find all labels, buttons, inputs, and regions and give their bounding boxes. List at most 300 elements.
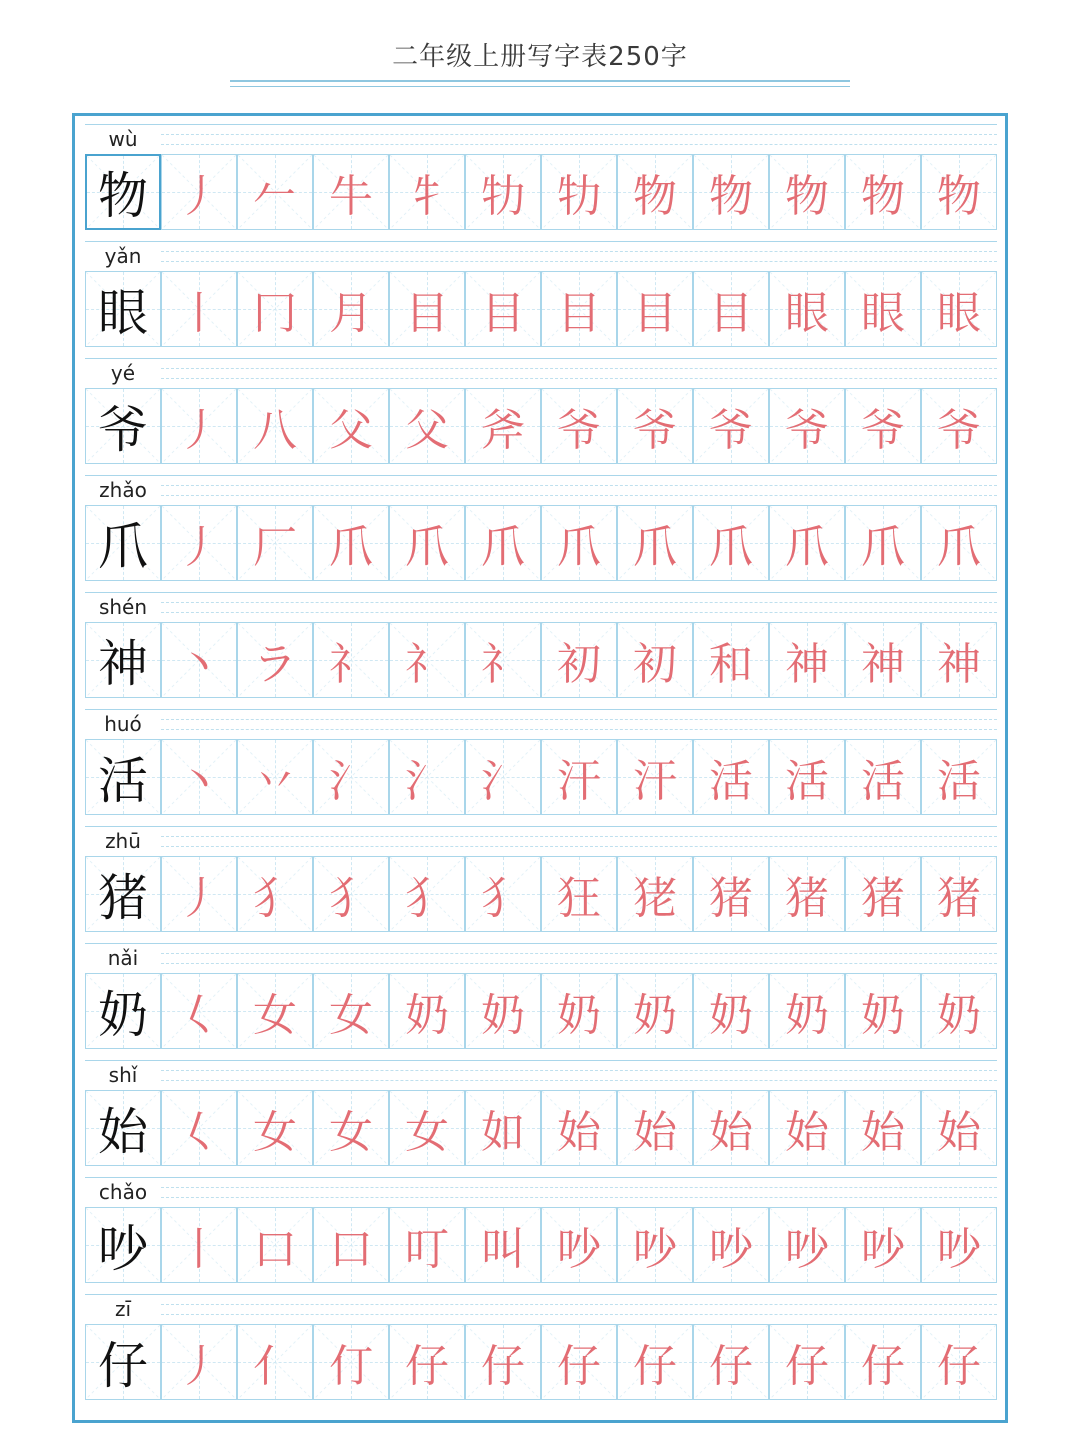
stroke-step-glyph: 眼 [785, 288, 829, 339]
stroke-step-glyph: 始 [633, 1107, 677, 1158]
pinyin-guide-line [161, 261, 997, 262]
stroke-step-cell [769, 1207, 845, 1283]
pinyin-guide-line [161, 1197, 997, 1198]
stroke-step-glyph: 奶 [861, 990, 905, 1041]
stroke-step-glyph: 女 [253, 1107, 297, 1158]
stroke-step-glyph: 活 [937, 756, 981, 807]
pinyin-guide-line [161, 1314, 997, 1315]
stroke-step-glyph: 眼 [937, 288, 981, 339]
stroke-step-cell [389, 1324, 465, 1400]
stroke-step-cell [313, 154, 389, 230]
stroke-step-cell [161, 1324, 237, 1400]
stroke-step-cell [693, 973, 769, 1049]
stroke-step-cell [313, 1324, 389, 1400]
stroke-step-cell [237, 856, 313, 932]
model-character-cell [85, 739, 161, 815]
pinyin-guide-line [161, 144, 997, 145]
stroke-step-cell [161, 1207, 237, 1283]
pinyin-strip [85, 943, 997, 973]
stroke-step-cell [541, 154, 617, 230]
stroke-step-cell [541, 1324, 617, 1400]
stroke-step-glyph: 爪 [785, 522, 829, 573]
stroke-step-glyph: 仔 [557, 1341, 601, 1392]
page-title: 二年级上册写字表250字 [392, 42, 688, 72]
stroke-step-glyph: 冂 [253, 288, 297, 339]
stroke-step-glyph: 爷 [633, 405, 677, 456]
stroke-step-glyph: 目 [709, 288, 753, 339]
stroke-step-cell [921, 973, 997, 1049]
stroke-step-cell [465, 388, 541, 464]
pinyin-top-line [85, 358, 997, 359]
stroke-step-cell [845, 154, 921, 230]
stroke-step-glyph: 父 [329, 405, 373, 456]
stroke-step-cell [693, 154, 769, 230]
stroke-step-glyph: 斧 [481, 405, 525, 456]
pinyin-strip [85, 592, 997, 622]
stroke-step-cell [921, 1207, 997, 1283]
stroke-step-glyph: 口 [329, 1224, 373, 1275]
stroke-step-cell [845, 388, 921, 464]
stroke-step-cell [693, 388, 769, 464]
pinyin-label: zhū [105, 829, 141, 853]
stroke-step-cell [921, 388, 997, 464]
stroke-step-glyph: 女 [329, 990, 373, 1041]
model-character: 神 [98, 635, 148, 693]
stroke-step-cell [237, 1324, 313, 1400]
stroke-step-cell [161, 505, 237, 581]
stroke-step-glyph: 爪 [557, 522, 601, 573]
pinyin-label: shén [98, 595, 148, 619]
stroke-step-cell [541, 388, 617, 464]
stroke-step-cell [237, 739, 313, 815]
stroke-step-glyph: 目 [481, 288, 525, 339]
stroke-step-cell [693, 856, 769, 932]
stroke-step-cell [161, 856, 237, 932]
pinyin-top-line [85, 709, 997, 710]
pinyin-strip [85, 709, 997, 739]
pinyin-guide-line [161, 612, 997, 613]
stroke-step-glyph: 始 [861, 1107, 905, 1158]
stroke-step-glyph: 𡿨 [177, 990, 221, 1041]
stroke-step-glyph: 爪 [329, 522, 373, 573]
stroke-step-glyph: 仃 [329, 1341, 373, 1392]
character-row [85, 709, 997, 826]
stroke-step-cell [693, 505, 769, 581]
stroke-step-cell [769, 739, 845, 815]
stroke-step-glyph: 爪 [937, 522, 981, 573]
stroke-step-cell [389, 1207, 465, 1283]
pinyin-strip [85, 124, 997, 154]
stroke-step-cell [465, 505, 541, 581]
pinyin-label: zī [114, 1297, 132, 1321]
character-row [85, 1294, 997, 1411]
stroke-step-cell [161, 973, 237, 1049]
model-character: 活 [98, 752, 148, 810]
stroke-step-cell [541, 973, 617, 1049]
stroke-step-cell [465, 622, 541, 698]
stroke-step-cell [465, 271, 541, 347]
stroke-step-glyph: 初 [557, 639, 601, 690]
stroke-step-cell [313, 1207, 389, 1283]
stroke-step-glyph: 仔 [709, 1341, 753, 1392]
stroke-step-cell [313, 622, 389, 698]
stroke-step-glyph: 礻 [329, 639, 373, 690]
stroke-step-cell [237, 154, 313, 230]
stroke-step-cell [617, 154, 693, 230]
pinyin-top-line [85, 592, 997, 593]
stroke-step-glyph: 𠂉 [253, 171, 297, 222]
stroke-step-cell [921, 856, 997, 932]
stroke-step-cell [161, 154, 237, 230]
pinyin-guide-line [161, 953, 997, 954]
stroke-step-cell [465, 1324, 541, 1400]
stroke-step-cell [237, 271, 313, 347]
stroke-step-cell [237, 505, 313, 581]
stroke-step-cell [617, 1324, 693, 1400]
pinyin-guide-line [161, 378, 997, 379]
stroke-step-cell [617, 739, 693, 815]
pinyin-guide-line [161, 485, 997, 486]
stroke-step-glyph: 奶 [405, 990, 449, 1041]
stroke-step-cell [769, 154, 845, 230]
model-character-cell [85, 1090, 161, 1166]
stroke-step-cell [389, 505, 465, 581]
stroke-step-glyph: 犭 [405, 873, 449, 924]
stroke-step-glyph: 女 [329, 1107, 373, 1158]
model-character: 爷 [98, 401, 148, 459]
character-row [85, 124, 997, 241]
stroke-step-cell [769, 856, 845, 932]
model-character: 物 [98, 167, 148, 225]
stroke-step-cell [921, 622, 997, 698]
stroke-step-glyph: 叫 [481, 1224, 525, 1275]
pinyin-guide-line [161, 729, 997, 730]
stroke-step-cell [617, 1207, 693, 1283]
stroke-step-cell [845, 1090, 921, 1166]
stroke-step-glyph: 奶 [557, 990, 601, 1041]
stroke-step-cell [313, 739, 389, 815]
stroke-step-cell [921, 1090, 997, 1166]
pinyin-label: yé [110, 361, 136, 385]
stroke-step-glyph: 活 [861, 756, 905, 807]
title-underline [230, 80, 850, 87]
stroke-step-glyph: 牛 [329, 171, 373, 222]
stroke-step-cell [693, 1207, 769, 1283]
stroke-step-cell [389, 739, 465, 815]
stroke-step-cell [845, 739, 921, 815]
stroke-step-glyph: 活 [785, 756, 829, 807]
stroke-step-glyph: 眼 [861, 288, 905, 339]
pinyin-guide-line [161, 1187, 997, 1188]
stroke-step-cell [313, 1090, 389, 1166]
stroke-step-glyph: 物 [785, 171, 829, 222]
writing-sheet [72, 113, 1008, 1423]
stroke-step-cell [845, 271, 921, 347]
stroke-step-cell [161, 739, 237, 815]
pinyin-guide-line [161, 846, 997, 847]
stroke-step-glyph: 奶 [633, 990, 677, 1041]
stroke-step-glyph: 礻 [481, 639, 525, 690]
stroke-step-glyph: 目 [557, 288, 601, 339]
stroke-step-glyph: 仔 [633, 1341, 677, 1392]
stroke-step-cell [465, 856, 541, 932]
stroke-step-glyph: 猪 [709, 873, 753, 924]
pinyin-guide-line [161, 251, 997, 252]
pinyin-guide-line [161, 602, 997, 603]
pinyin-guide-line [161, 963, 997, 964]
stroke-step-glyph: 吵 [709, 1224, 753, 1275]
stroke-step-glyph: 吵 [633, 1224, 677, 1275]
stroke-step-cell [617, 622, 693, 698]
stroke-step-glyph: 叮 [405, 1224, 449, 1275]
stroke-step-cell [389, 154, 465, 230]
stroke-step-glyph: 父 [405, 405, 449, 456]
stroke-step-cell [693, 271, 769, 347]
stroke-step-glyph: 目 [633, 288, 677, 339]
stroke-step-glyph: 犭 [481, 873, 525, 924]
character-row [85, 1177, 997, 1294]
stroke-step-cell [389, 1090, 465, 1166]
model-character-cell [85, 388, 161, 464]
stroke-step-glyph: 汗 [557, 756, 601, 807]
pinyin-top-line [85, 1177, 997, 1178]
stroke-step-glyph: 吵 [861, 1224, 905, 1275]
model-character: 奶 [98, 986, 148, 1044]
stroke-step-cell [161, 1090, 237, 1166]
pinyin-label: shǐ [108, 1063, 138, 1087]
pinyin-label: huó [104, 712, 142, 736]
model-character-cell [85, 1324, 161, 1400]
pinyin-label: zhǎo [99, 478, 147, 502]
stroke-step-cell [541, 856, 617, 932]
stroke-step-cell [541, 271, 617, 347]
stroke-step-cell [541, 622, 617, 698]
stroke-step-cell [237, 1090, 313, 1166]
pinyin-guide-line [161, 836, 997, 837]
stroke-step-cell [465, 154, 541, 230]
character-row [85, 475, 997, 592]
pinyin-strip [85, 826, 997, 856]
stroke-step-glyph: 狫 [633, 873, 677, 924]
stroke-step-cell [313, 973, 389, 1049]
stroke-step-cell [921, 505, 997, 581]
stroke-step-glyph: 猪 [785, 873, 829, 924]
pinyin-strip [85, 241, 997, 271]
stroke-step-cell [541, 505, 617, 581]
stroke-step-glyph: 丶 [177, 756, 221, 807]
pinyin-label: yǎn [104, 244, 142, 268]
stroke-step-glyph: 爪 [709, 522, 753, 573]
stroke-step-cell [541, 1090, 617, 1166]
stroke-step-glyph: 吵 [785, 1224, 829, 1275]
stroke-step-cell [845, 973, 921, 1049]
pinyin-guide-line [161, 134, 997, 135]
stroke-step-glyph: 犭 [253, 873, 297, 924]
stroke-step-cell [845, 856, 921, 932]
stroke-step-cell [237, 1207, 313, 1283]
pinyin-top-line [85, 241, 997, 242]
stroke-step-glyph: 犭 [329, 873, 373, 924]
model-character: 爪 [98, 518, 148, 576]
character-row [85, 943, 997, 1060]
stroke-step-cell [769, 1324, 845, 1400]
stroke-step-glyph: 奶 [937, 990, 981, 1041]
pinyin-top-line [85, 475, 997, 476]
stroke-step-cell [237, 622, 313, 698]
model-character-cell [85, 154, 161, 230]
stroke-step-cell [237, 973, 313, 1049]
stroke-step-cell [389, 856, 465, 932]
model-character-cell [85, 1207, 161, 1283]
stroke-step-glyph: 𡿨 [177, 1107, 221, 1158]
pinyin-label: wù [108, 127, 138, 151]
stroke-step-cell [389, 973, 465, 1049]
pinyin-top-line [85, 826, 997, 827]
stroke-step-cell [389, 271, 465, 347]
stroke-step-cell [161, 271, 237, 347]
stroke-step-glyph: 狂 [557, 873, 601, 924]
pinyin-strip [85, 1294, 997, 1324]
stroke-step-glyph: 吵 [937, 1224, 981, 1275]
stroke-step-cell [313, 271, 389, 347]
stroke-step-glyph: 爷 [937, 405, 981, 456]
stroke-step-glyph: 奶 [709, 990, 753, 1041]
stroke-step-cell [845, 505, 921, 581]
stroke-step-cell [617, 271, 693, 347]
pinyin-top-line [85, 943, 997, 944]
stroke-step-cell [845, 1207, 921, 1283]
stroke-step-glyph: 猪 [937, 873, 981, 924]
stroke-step-glyph: 神 [937, 639, 981, 690]
stroke-step-cell [617, 505, 693, 581]
stroke-step-cell [693, 739, 769, 815]
stroke-step-glyph: 礻 [405, 639, 449, 690]
pinyin-guide-line [161, 1080, 997, 1081]
stroke-step-glyph: 初 [633, 639, 677, 690]
model-character-cell [85, 271, 161, 347]
pinyin-label: nǎi [107, 946, 139, 970]
stroke-step-cell [921, 1324, 997, 1400]
stroke-step-glyph: 丶 [177, 639, 221, 690]
stroke-step-glyph: 奶 [785, 990, 829, 1041]
stroke-step-glyph: 丿 [177, 171, 221, 222]
stroke-step-cell [617, 1090, 693, 1166]
stroke-step-glyph: 仔 [481, 1341, 525, 1392]
stroke-step-glyph: 爪 [633, 522, 677, 573]
model-character: 仔 [98, 1337, 148, 1395]
stroke-step-cell [465, 1090, 541, 1166]
pinyin-top-line [85, 1294, 997, 1295]
stroke-step-cell [313, 388, 389, 464]
pinyin-strip [85, 1060, 997, 1090]
pinyin-guide-line [161, 368, 997, 369]
stroke-step-cell [769, 505, 845, 581]
stroke-step-glyph: 爪 [861, 522, 905, 573]
stroke-step-glyph: 物 [709, 171, 753, 222]
stroke-step-cell [237, 388, 313, 464]
stroke-step-cell [541, 1207, 617, 1283]
stroke-step-glyph: 口 [253, 1224, 297, 1275]
stroke-step-glyph: 物 [633, 171, 677, 222]
model-character-cell [85, 856, 161, 932]
stroke-step-cell [161, 388, 237, 464]
stroke-step-glyph: 物 [861, 171, 905, 222]
stroke-step-cell [921, 154, 997, 230]
stroke-step-glyph: 八 [253, 405, 297, 456]
stroke-step-cell [921, 271, 997, 347]
stroke-step-cell [769, 388, 845, 464]
stroke-step-glyph: 丨 [177, 1224, 221, 1275]
stroke-step-glyph: 氵 [329, 756, 373, 807]
model-character: 猪 [98, 869, 148, 927]
stroke-step-cell [465, 739, 541, 815]
stroke-step-glyph: 厂 [253, 522, 297, 573]
stroke-step-cell [465, 973, 541, 1049]
stroke-step-cell [617, 856, 693, 932]
stroke-step-glyph: 神 [861, 639, 905, 690]
stroke-step-glyph: 如 [481, 1107, 525, 1158]
pinyin-top-line [85, 124, 997, 125]
pinyin-strip [85, 475, 997, 505]
model-character-cell [85, 973, 161, 1049]
stroke-step-glyph: 物 [937, 171, 981, 222]
stroke-step-cell [845, 622, 921, 698]
stroke-step-glyph: 始 [785, 1107, 829, 1158]
stroke-step-cell [769, 1090, 845, 1166]
pinyin-guide-line [161, 495, 997, 496]
stroke-step-glyph: 始 [557, 1107, 601, 1158]
stroke-step-cell [465, 1207, 541, 1283]
pinyin-strip [85, 358, 997, 388]
stroke-step-glyph: 仔 [785, 1341, 829, 1392]
stroke-step-glyph: 始 [937, 1107, 981, 1158]
stroke-step-glyph: ラ [253, 639, 297, 690]
stroke-step-cell [617, 388, 693, 464]
character-row [85, 1060, 997, 1177]
stroke-step-cell [769, 271, 845, 347]
stroke-step-glyph: 丿 [177, 405, 221, 456]
stroke-step-glyph: 仔 [937, 1341, 981, 1392]
stroke-step-glyph: 氵 [481, 756, 525, 807]
stroke-step-glyph: 和 [709, 639, 753, 690]
stroke-step-cell [693, 1090, 769, 1166]
stroke-step-glyph: 牞 [557, 171, 601, 222]
stroke-step-glyph: 爷 [861, 405, 905, 456]
stroke-step-glyph: 吵 [557, 1224, 601, 1275]
stroke-step-glyph: 丿 [177, 1341, 221, 1392]
stroke-step-glyph: 爷 [785, 405, 829, 456]
character-row [85, 241, 997, 358]
stroke-step-glyph: 丿 [177, 522, 221, 573]
pinyin-guide-line [161, 719, 997, 720]
stroke-step-glyph: 爷 [709, 405, 753, 456]
stroke-step-cell [693, 1324, 769, 1400]
stroke-step-glyph: 亻 [253, 1341, 297, 1392]
stroke-step-glyph: 丷 [253, 756, 297, 807]
pinyin-guide-line [161, 1304, 997, 1305]
stroke-step-glyph: 仔 [405, 1341, 449, 1392]
model-character-cell [85, 505, 161, 581]
stroke-step-glyph: 奶 [481, 990, 525, 1041]
pinyin-strip [85, 1177, 997, 1207]
stroke-step-cell [769, 622, 845, 698]
stroke-step-glyph: 丿 [177, 873, 221, 924]
stroke-step-glyph: 神 [785, 639, 829, 690]
model-character: 始 [98, 1103, 148, 1161]
stroke-step-cell [161, 622, 237, 698]
stroke-step-cell [693, 622, 769, 698]
character-row [85, 592, 997, 709]
